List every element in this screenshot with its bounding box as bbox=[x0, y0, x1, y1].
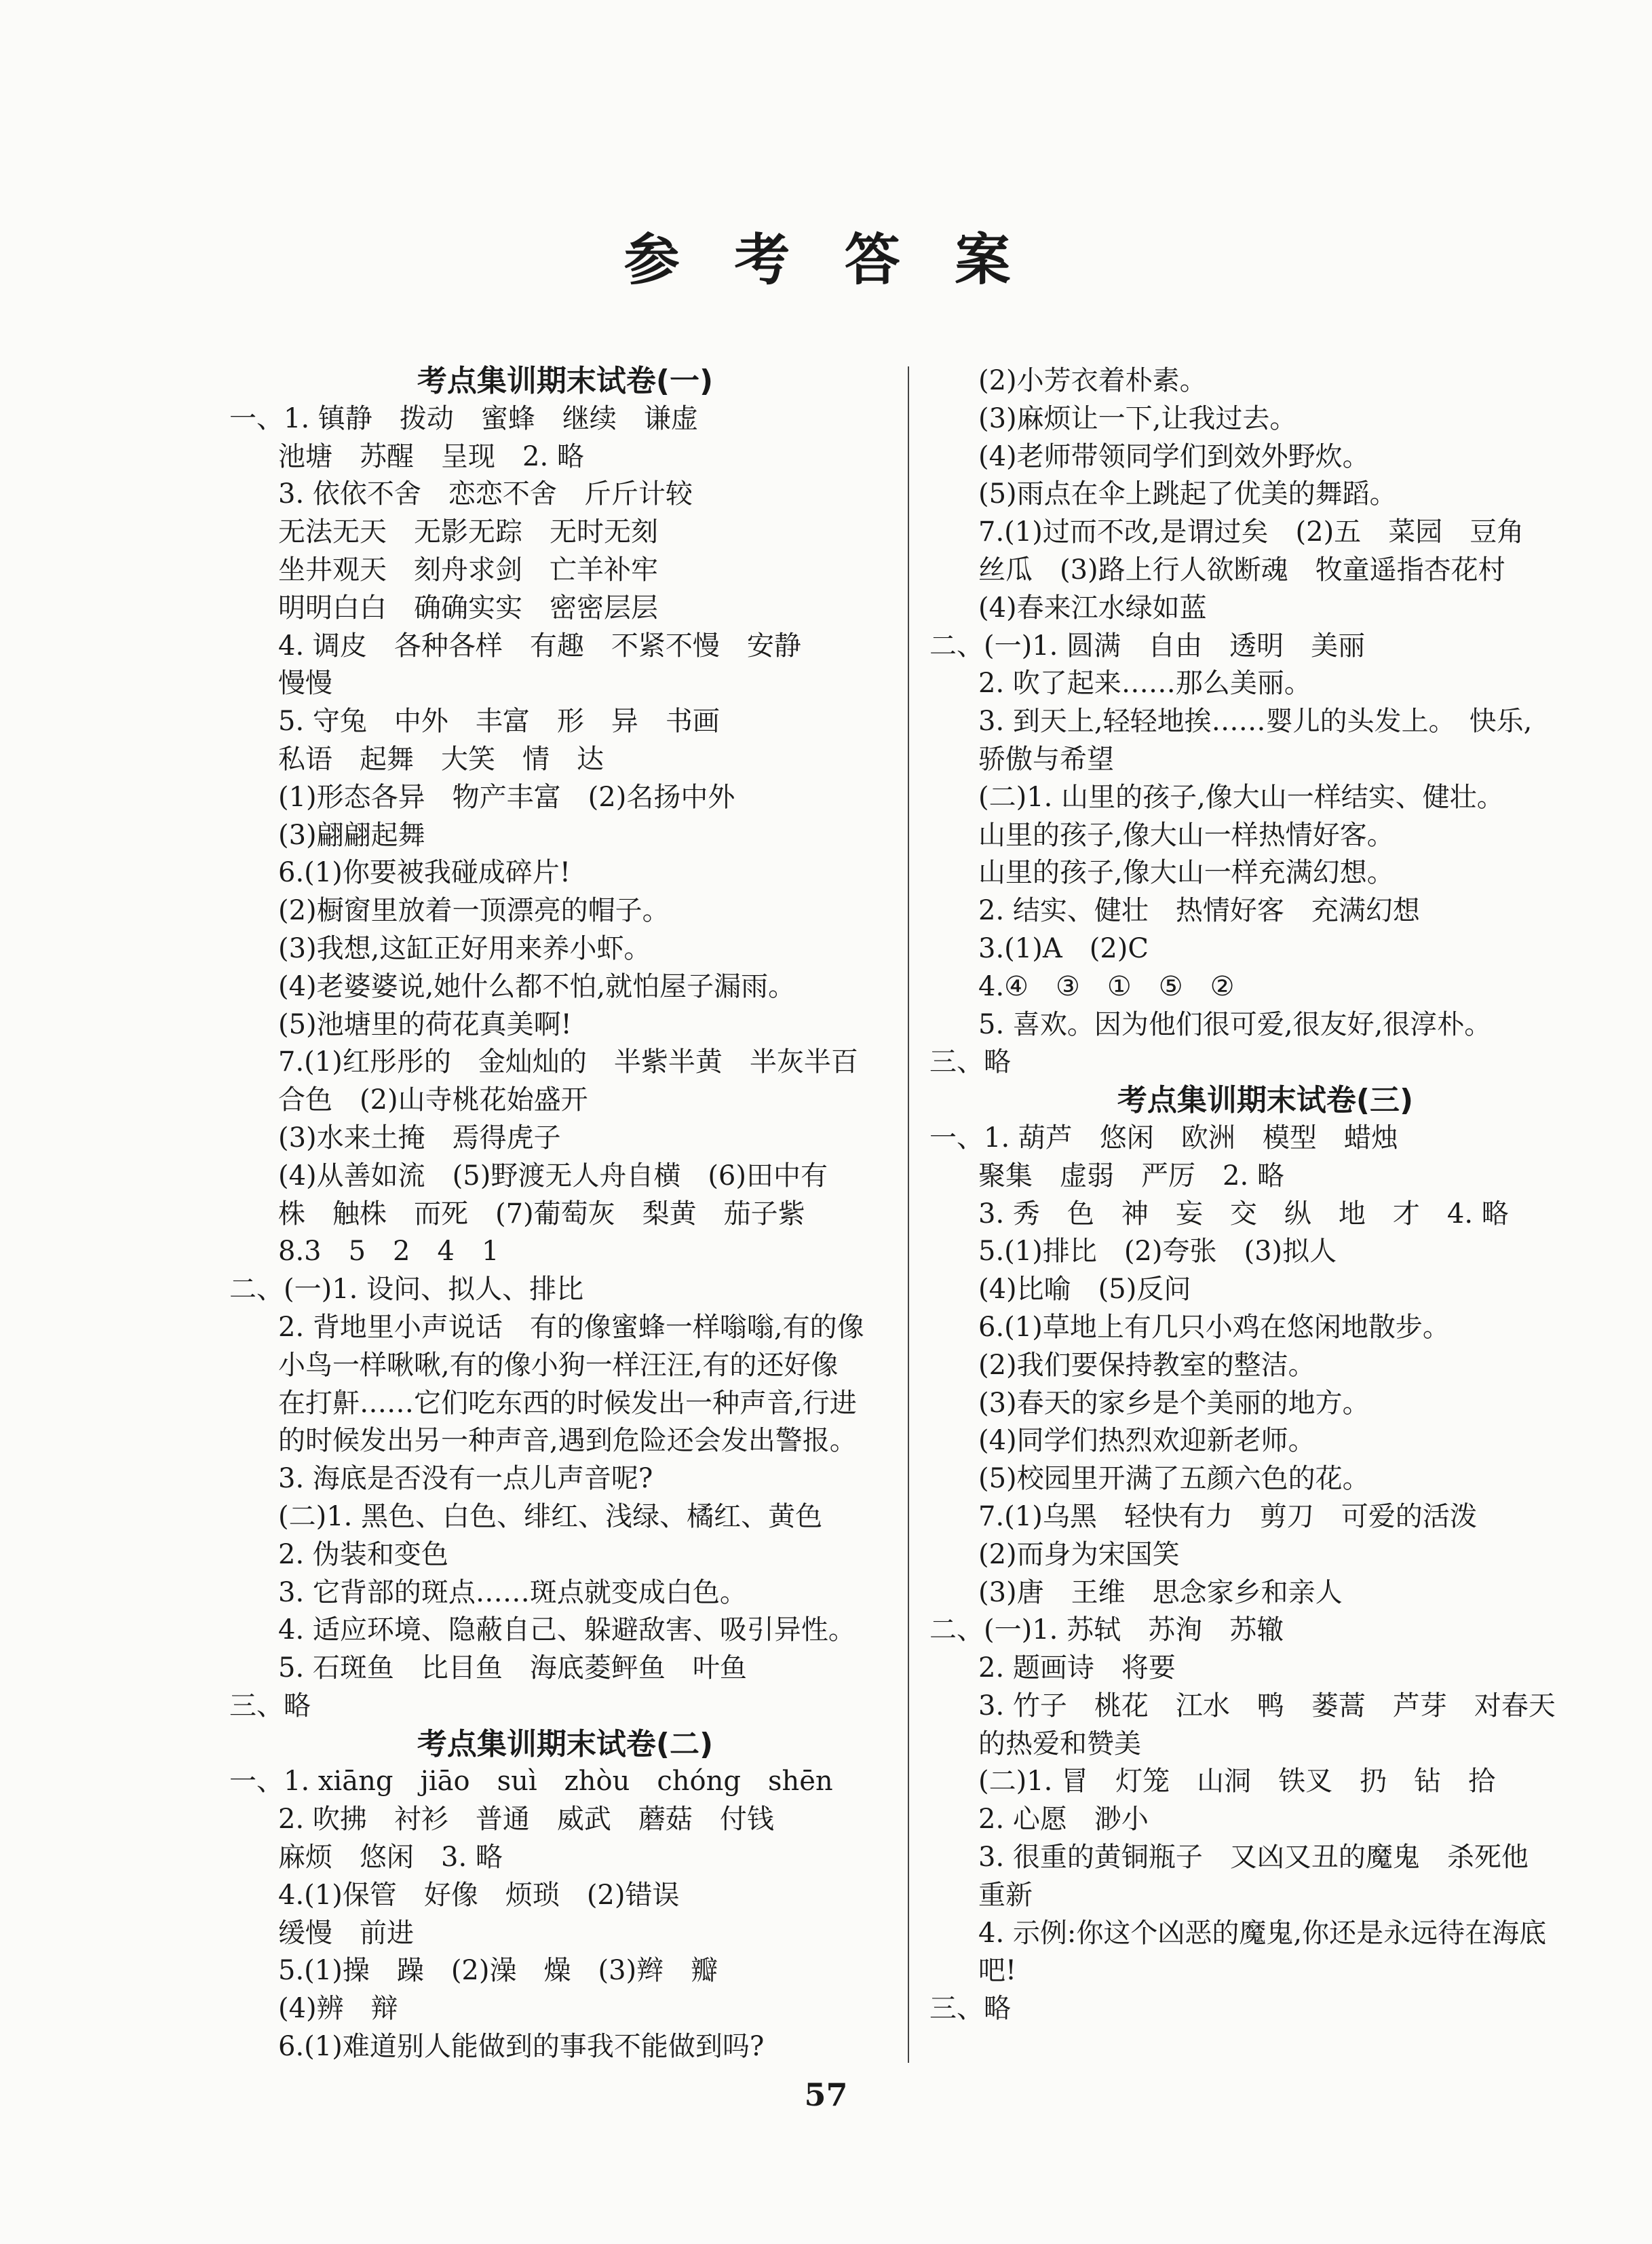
answer-line: 4. 调皮 各种各样 有趣 不紧不慢 安静 bbox=[278, 630, 801, 662]
column-divider bbox=[908, 366, 909, 2063]
answer-line: (5)雨点在伞上跳起了优美的舞蹈。 bbox=[978, 478, 1397, 510]
answer-line: (4)从善如流 (5)野渡无人舟自横 (6)田中有 bbox=[278, 1160, 828, 1192]
answer-line: 4.④ ③ ① ⑤ ② bbox=[978, 970, 1235, 1002]
answer-line: 3. 到天上,轻轻地挨……婴儿的头发上。 快乐, bbox=[978, 706, 1533, 738]
answer-line: 麻烦 悠闲 3. 略 bbox=[278, 1842, 503, 1874]
answer-line: (2)而身为宋国笑 bbox=[978, 1538, 1180, 1570]
answer-line: 7.(1)乌黑 轻快有力 剪刀 可爱的活泼 bbox=[978, 1500, 1477, 1532]
answer-line: (4)比喻 (5)反问 bbox=[978, 1274, 1191, 1306]
answer-line: (2)我们要保持教室的整洁。 bbox=[978, 1349, 1315, 1381]
answer-line: 5. 喜欢。因为他们很可爱,很友好,很淳朴。 bbox=[978, 1008, 1492, 1040]
answer-line: 池塘 苏醒 呈现 2. 略 bbox=[278, 440, 584, 472]
answer-line: 2. 心愿 渺小 bbox=[978, 1804, 1149, 1836]
answer-line: (3)麻烦让一下,让我过去。 bbox=[978, 402, 1297, 434]
answer-line: 2. 背地里小声说话 有的像蜜蜂一样嗡嗡,有的像 bbox=[278, 1311, 864, 1343]
page-number: 57 bbox=[804, 2076, 848, 2113]
answer-line: 二、(一)1. 设问、拟人、排比 bbox=[229, 1274, 584, 1306]
answer-line: 聚集 虚弱 严厉 2. 略 bbox=[978, 1160, 1284, 1192]
answer-line: (4)春来江水绿如蓝 bbox=[978, 592, 1207, 624]
answer-line: (4)同学们热烈欢迎新老师。 bbox=[978, 1425, 1315, 1457]
answer-line: 私语 起舞 大笑 情 达 bbox=[278, 743, 604, 775]
answer-line: 缓慢 前进 bbox=[278, 1917, 414, 1949]
section-heading: 考点集训期末试卷(二) bbox=[417, 1726, 714, 1762]
answer-line: 山里的孩子,像大山一样热情好客。 bbox=[978, 819, 1394, 851]
answer-line: 6.(1)草地上有几只小鸡在悠闲地散步。 bbox=[978, 1311, 1450, 1343]
answer-line: 合色 (2)山寺桃花始盛开 bbox=[278, 1084, 588, 1116]
answer-line: 5.(1)操 躁 (2)澡 燥 (3)辫 瓣 bbox=[278, 1955, 718, 1987]
answer-line: (4)辨 辩 bbox=[278, 1993, 398, 2025]
answer-line: 2. 题画诗 将要 bbox=[978, 1652, 1176, 1684]
answer-line: 4.(1)保管 好像 烦琐 (2)错误 bbox=[278, 1879, 680, 1911]
answer-line: (3)唐 王维 思念家乡和亲人 bbox=[978, 1576, 1343, 1608]
answer-line: 4. 适应环境、隐蔽自己、躲避敌害、吸引异性。 bbox=[278, 1614, 856, 1646]
answer-line: 坐井观天 刻舟求剑 亡羊补牢 bbox=[278, 554, 658, 586]
answer-line: (二)1. 山里的孩子,像大山一样结实、健壮。 bbox=[978, 781, 1504, 813]
answer-line: 小鸟一样啾啾,有的像小狗一样汪汪,有的还好像 bbox=[278, 1349, 839, 1381]
answer-line: 的时候发出另一种声音,遇到危险还会发出警报。 bbox=[278, 1425, 857, 1457]
answer-line: (4)老婆婆说,她什么都不怕,就怕屋子漏雨。 bbox=[278, 970, 796, 1002]
answer-line: 3. 很重的黄铜瓶子 又凶又丑的魔鬼 杀死他 bbox=[978, 1842, 1529, 1874]
page-title: 参 考 答 案 bbox=[623, 227, 1029, 292]
answer-line: 5. 石斑鱼 比目鱼 海底菱鲆鱼 叶鱼 bbox=[278, 1652, 747, 1684]
answer-line: (二)1. 冒 灯笼 山洞 铁叉 扔 钻 拾 bbox=[978, 1766, 1496, 1798]
answer-line: 4. 示例:你这个凶恶的魔鬼,你还是永远待在海底 bbox=[978, 1917, 1547, 1949]
answer-line: (3)春天的家乡是个美丽的地方。 bbox=[978, 1387, 1370, 1419]
section-heading: 考点集训期末试卷(三) bbox=[1117, 1083, 1414, 1118]
answer-line: 三、略 bbox=[929, 1046, 1011, 1078]
answer-line: (5)校园里开满了五颜六色的花。 bbox=[978, 1463, 1370, 1495]
answer-line: (5)池塘里的荷花真美啊! bbox=[278, 1008, 572, 1040]
answer-line: 6.(1)你要被我碰成碎片! bbox=[278, 857, 571, 889]
answer-line: 一、1. 镇静 拨动 蜜蜂 继续 谦虚 bbox=[229, 402, 698, 434]
answer-line: 6.(1)难道别人能做到的事我不能做到吗? bbox=[278, 2031, 765, 2063]
answer-line: 2. 吹了起来……那么美丽。 bbox=[978, 668, 1311, 700]
answer-line: 明明白白 确确实实 密密层层 bbox=[278, 592, 658, 624]
answer-line: 丝瓜 (3)路上行人欲断魂 牧童遥指杏花村 bbox=[978, 554, 1505, 586]
answer-line: 三、略 bbox=[229, 1690, 311, 1722]
answer-line: (2)橱窗里放着一顶漂亮的帽子。 bbox=[278, 895, 670, 927]
answer-line: 7.(1)红彤彤的 金灿灿的 半紫半黄 半灰半百 bbox=[278, 1046, 858, 1078]
answer-line: 3. 海底是否没有一点儿声音呢? bbox=[278, 1463, 653, 1495]
answer-line: 无法无天 无影无踪 无时无刻 bbox=[278, 516, 658, 548]
answer-line: (4)老师带领同学们到效外野炊。 bbox=[978, 440, 1370, 472]
answer-line: 2. 吹拂 衬衫 普通 威武 蘑菇 付钱 bbox=[278, 1804, 774, 1836]
answer-column-left bbox=[229, 362, 901, 2066]
answer-line: 7.(1)过而不改,是谓过矣 (2)五 菜园 豆角 bbox=[978, 516, 1524, 548]
answer-line: 3. 秀 色 神 妄 交 纵 地 才 4. 略 bbox=[978, 1198, 1509, 1230]
answer-line: 3. 依依不舍 恋恋不舍 斤斤计较 bbox=[278, 478, 693, 510]
answer-line: 5. 守兔 中外 丰富 形 异 书画 bbox=[278, 706, 720, 738]
answer-line: 吧! bbox=[978, 1955, 1017, 1987]
answer-line: 在打鼾……它们吃东西的时候发出一种声音,行进 bbox=[278, 1387, 857, 1419]
answer-line: 3. 它背部的斑点……斑点就变成白色。 bbox=[278, 1576, 747, 1608]
answer-line: (3)水来土掩 焉得虎子 bbox=[278, 1122, 561, 1154]
answer-column-right bbox=[929, 362, 1601, 2028]
answer-line: 5.(1)排比 (2)夸张 (3)拟人 bbox=[978, 1236, 1337, 1268]
answer-line: 2. 伪装和变色 bbox=[278, 1538, 448, 1570]
answer-line: (二)1. 黑色、白色、绯红、浅绿、橘红、黄色 bbox=[278, 1500, 823, 1532]
answer-line: (3)我想,这缸正好用来养小虾。 bbox=[278, 932, 651, 964]
answer-line: 骄傲与希望 bbox=[978, 743, 1114, 775]
answer-line: (1)形态各异 物产丰富 (2)名扬中外 bbox=[278, 781, 735, 813]
answer-line: 一、1. xiāng jiāo suì zhòu chóng shēn bbox=[229, 1766, 833, 1798]
answer-line: 2. 结实、健壮 热情好客 充满幻想 bbox=[978, 895, 1420, 927]
answer-line: 一、1. 葫芦 悠闲 欧洲 模型 蜡烛 bbox=[929, 1122, 1398, 1154]
answer-line: 重新 bbox=[978, 1879, 1033, 1911]
answer-line: 山里的孩子,像大山一样充满幻想。 bbox=[978, 857, 1394, 889]
answer-line: 二、(一)1. 苏轼 苏洵 苏辙 bbox=[929, 1614, 1284, 1646]
section-heading: 考点集训期末试卷(一) bbox=[417, 364, 714, 398]
answer-line: (3)翩翩起舞 bbox=[278, 819, 425, 851]
answer-line: 8.3 5 2 4 1 bbox=[278, 1236, 499, 1268]
answer-line: 3.(1)A (2)C bbox=[978, 932, 1149, 964]
answer-line: 慢慢 bbox=[278, 668, 332, 700]
answer-line: 的热爱和赞美 bbox=[978, 1728, 1141, 1760]
answer-line: (2)小芳衣着朴素。 bbox=[978, 365, 1207, 396]
answer-line: 株 触株 而死 (7)葡萄灰 梨黄 茄子紫 bbox=[278, 1198, 805, 1230]
answer-line: 三、略 bbox=[929, 1993, 1011, 2025]
answer-line: 3. 竹子 桃花 江水 鸭 蒌蒿 芦芽 对春天 bbox=[978, 1690, 1556, 1722]
answer-line: 二、(一)1. 圆满 自由 透明 美丽 bbox=[929, 630, 1366, 662]
